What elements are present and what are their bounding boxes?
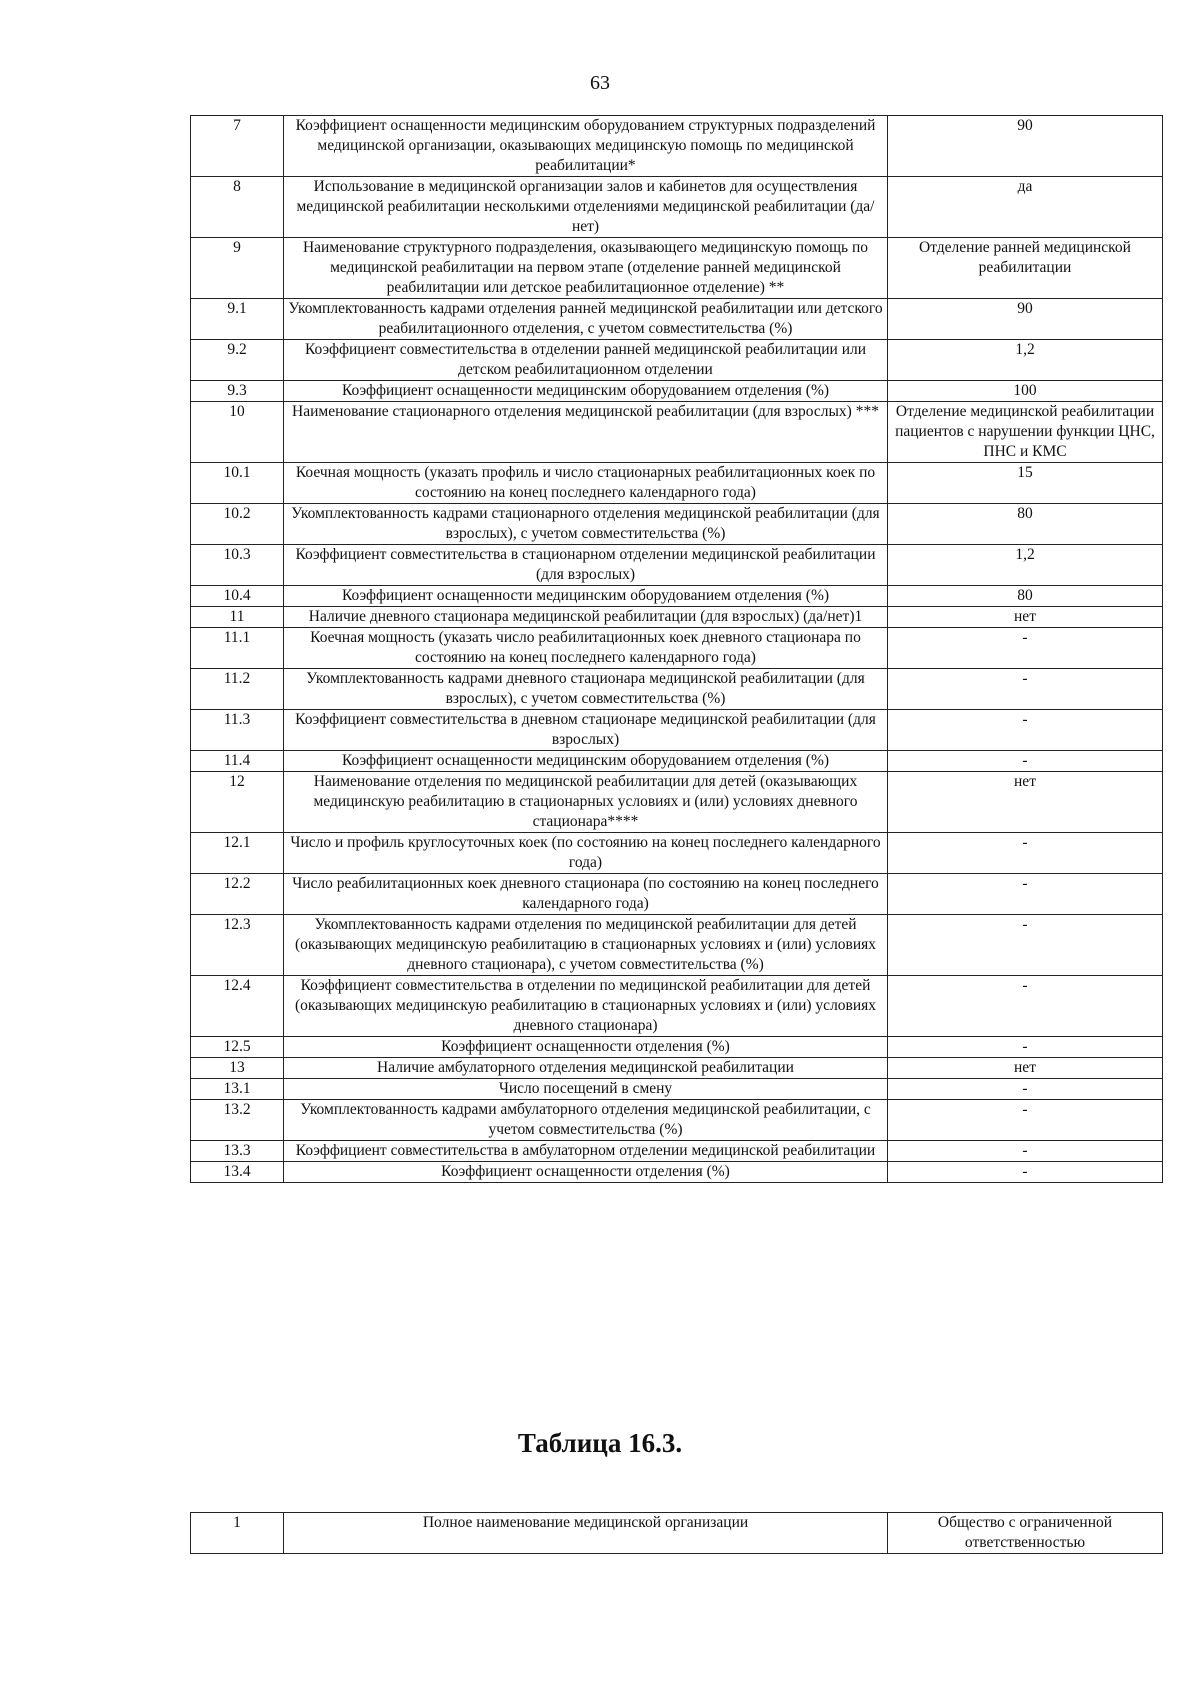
row-value-cell: Общество с ограниченной ответственностью <box>888 1513 1163 1554</box>
table-row <box>191 751 1163 772</box>
table-row <box>191 177 1163 238</box>
row-description-cell: Укомплектованность кадрами отделения по медицинской реабилитации для детей (оказывающих медицинскую реабилитацию в стационарных условиях и (или) условиях дневного стационара), с учетом совместительства (%) <box>284 915 888 976</box>
table-row <box>191 833 1163 874</box>
row-number-cell: 9 <box>191 238 284 299</box>
row-value-cell: - <box>888 976 1163 1037</box>
row-description-cell: Коечная мощность (указать число реабилитационных коек дневного стационара по состоянию на конец последнего календарного года) <box>284 628 888 669</box>
table-row <box>191 238 1163 299</box>
row-number-cell: 13.2 <box>191 1100 284 1141</box>
row-value-cell: - <box>888 1037 1163 1058</box>
row-number-cell: 12.2 <box>191 874 284 915</box>
table-row <box>191 463 1163 504</box>
row-value-cell: 80 <box>888 504 1163 545</box>
row-value-cell: да <box>888 177 1163 238</box>
table-row <box>191 628 1163 669</box>
row-number-cell: 10.1 <box>191 463 284 504</box>
organization-table <box>190 1512 1163 1554</box>
row-number-cell: 13.1 <box>191 1079 284 1100</box>
table-row <box>191 504 1163 545</box>
table-row <box>191 915 1163 976</box>
row-number-cell: 12.5 <box>191 1037 284 1058</box>
row-value-cell: - <box>888 1141 1163 1162</box>
table-row <box>191 607 1163 628</box>
table-row <box>191 1058 1163 1079</box>
row-description-cell: Наименование отделения по медицинской реабилитации для детей (оказывающих медицинскую реабилитацию в стационарных условиях и (или) условиях дневного стационара**** <box>284 772 888 833</box>
row-value-cell: 100 <box>888 381 1163 402</box>
row-number-cell: 13 <box>191 1058 284 1079</box>
table-row <box>191 669 1163 710</box>
row-value-cell: - <box>888 1100 1163 1141</box>
row-number-cell: 12 <box>191 772 284 833</box>
row-value-cell: 90 <box>888 299 1163 340</box>
row-value-cell: 15 <box>888 463 1163 504</box>
row-value-cell: - <box>888 751 1163 772</box>
row-description-cell: Коэффициент совместительства в амбулаторном отделении медицинской реабилитации <box>284 1141 888 1162</box>
row-number-cell: 11.1 <box>191 628 284 669</box>
table-row <box>191 586 1163 607</box>
table-caption: Таблица 16.3. <box>517 1428 683 1458</box>
row-value-cell: - <box>888 1162 1163 1183</box>
table-row <box>191 116 1163 177</box>
row-value-cell: 1,2 <box>888 545 1163 586</box>
row-description-cell: Наименование стационарного отделения медицинской реабилитации (для взрослых) *** <box>284 402 888 463</box>
table-row <box>191 874 1163 915</box>
row-description-cell: Коэффициент оснащенности медицинским оборудованием структурных подразделений медицинской организации, оказывающих медицинскую помощь по медицинской реабилитации* <box>284 116 888 177</box>
row-value-cell: - <box>888 1079 1163 1100</box>
row-number-cell: 10.2 <box>191 504 284 545</box>
row-value-cell: 90 <box>888 116 1163 177</box>
row-number-cell: 11.3 <box>191 710 284 751</box>
row-number-cell: 12.3 <box>191 915 284 976</box>
page-number: 63 <box>590 72 610 94</box>
row-number-cell: 10.4 <box>191 586 284 607</box>
row-value-cell: 1,2 <box>888 340 1163 381</box>
row-number-cell: 12.4 <box>191 976 284 1037</box>
table-row <box>191 772 1163 833</box>
row-number-cell: 12.1 <box>191 833 284 874</box>
row-description-cell: Коэффициент совместительства в стационарном отделении медицинской реабилитации (для взрослых) <box>284 545 888 586</box>
table-row <box>191 1100 1163 1141</box>
row-description-cell: Наименование структурного подразделения, оказывающего медицинскую помощь по медицинской реабилитации на первом этапе (отделение ранней медицинской реабилитации или детское реабилитационное отделение) ** <box>284 238 888 299</box>
row-value-cell: Отделение медицинской реабилитации пациентов с нарушении функции ЦНС, ПНС и КМС <box>888 402 1163 463</box>
row-description-cell: Число и профиль круглосуточных коек (по состоянию на конец последнего календарного года) <box>284 833 888 874</box>
row-number-cell: 10.3 <box>191 545 284 586</box>
row-description-cell: Коэффициент оснащенности медицинским оборудованием отделения (%) <box>284 586 888 607</box>
row-value-cell: нет <box>888 607 1163 628</box>
row-number-cell: 9.1 <box>191 299 284 340</box>
row-value-cell: - <box>888 669 1163 710</box>
table-row <box>191 1141 1163 1162</box>
row-value-cell: - <box>888 874 1163 915</box>
table-row <box>191 299 1163 340</box>
row-description-cell: Число реабилитационных коек дневного стационара (по состоянию на конец последнего календарного года) <box>284 874 888 915</box>
table-row <box>191 1513 1163 1554</box>
row-description-cell: Коэффициент совместительства в отделении по медицинской реабилитации для детей (оказывающих медицинскую реабилитацию в стационарных условиях и (или) условиях дневного стационара) <box>284 976 888 1037</box>
indicators-table <box>190 115 1163 1183</box>
row-value-cell: - <box>888 833 1163 874</box>
row-number-cell: 7 <box>191 116 284 177</box>
row-description-cell: Наличие амбулаторного отделения медицинской реабилитации <box>284 1058 888 1079</box>
row-description-cell: Коэффициент совместительства в дневном стационаре медицинской реабилитации (для взрослых) <box>284 710 888 751</box>
row-value-cell: - <box>888 915 1163 976</box>
table-row <box>191 1037 1163 1058</box>
table-row <box>191 1162 1163 1183</box>
row-value-cell: нет <box>888 1058 1163 1079</box>
row-description-cell: Укомплектованность кадрами амбулаторного отделения медицинской реабилитации, с учетом совместительства (%) <box>284 1100 888 1141</box>
row-number-cell: 9.2 <box>191 340 284 381</box>
table-row <box>191 545 1163 586</box>
row-description-cell: Число посещений в смену <box>284 1079 888 1100</box>
row-number-cell: 8 <box>191 177 284 238</box>
row-value-cell: Отделение ранней медицинской реабилитации <box>888 238 1163 299</box>
row-description-cell: Наличие дневного стационара медицинской реабилитации (для взрослых) (да/нет)1 <box>284 607 888 628</box>
table-row <box>191 381 1163 402</box>
row-description-cell: Полное наименование медицинской организации <box>284 1513 888 1554</box>
row-description-cell: Коэффициент оснащенности отделения (%) <box>284 1037 888 1058</box>
table-row <box>191 976 1163 1037</box>
row-description-cell: Использование в медицинской организации залов и кабинетов для осуществления медицинской реабилитации несколькими отделениями медицинской реабилитации (да/нет) <box>284 177 888 238</box>
row-description-cell: Коэффициент оснащенности медицинским оборудованием отделения (%) <box>284 751 888 772</box>
row-number-cell: 9.3 <box>191 381 284 402</box>
table-row <box>191 710 1163 751</box>
row-description-cell: Коэффициент оснащенности отделения (%) <box>284 1162 888 1183</box>
row-value-cell: 80 <box>888 586 1163 607</box>
table-row <box>191 340 1163 381</box>
row-number-cell: 11.2 <box>191 669 284 710</box>
row-description-cell: Укомплектованность кадрами дневного стационара медицинской реабилитации (для взрослых), с учетом совместительства (%) <box>284 669 888 710</box>
row-description-cell: Коечная мощность (указать профиль и число стационарных реабилитационных коек по состоянию на конец последнего календарного года) <box>284 463 888 504</box>
row-description-cell: Коэффициент совместительства в отделении ранней медицинской реабилитации или детском реабилитационном отделении <box>284 340 888 381</box>
row-value-cell: - <box>888 710 1163 751</box>
row-number-cell: 1 <box>191 1513 284 1554</box>
row-number-cell: 11.4 <box>191 751 284 772</box>
row-description-cell: Укомплектованность кадрами отделения ранней медицинской реабилитации или детского реабилитационного отделения, с учетом совместительства (%) <box>284 299 888 340</box>
table-row <box>191 1079 1163 1100</box>
row-number-cell: 11 <box>191 607 284 628</box>
table-row <box>191 402 1163 463</box>
row-description-cell: Коэффициент оснащенности медицинским оборудованием отделения (%) <box>284 381 888 402</box>
row-number-cell: 13.4 <box>191 1162 284 1183</box>
row-value-cell: - <box>888 628 1163 669</box>
row-description-cell: Укомплектованность кадрами стационарного отделения медицинской реабилитации (для взрослых), с учетом совместительства (%) <box>284 504 888 545</box>
row-value-cell: нет <box>888 772 1163 833</box>
row-number-cell: 10 <box>191 402 284 463</box>
row-number-cell: 13.3 <box>191 1141 284 1162</box>
